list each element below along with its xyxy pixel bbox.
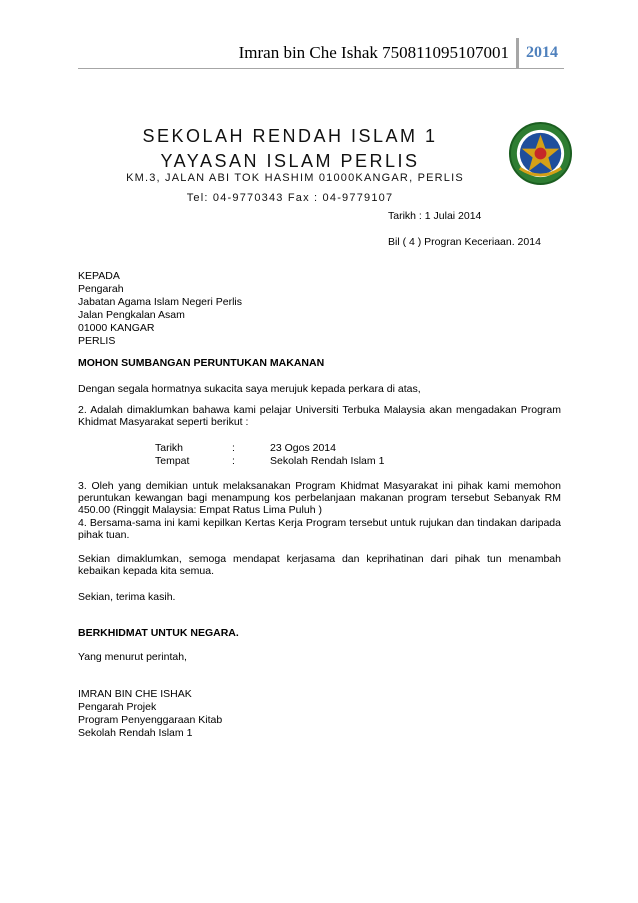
letter-subject: MOHON SUMBANGAN PERUNTUKAN MAKANAN xyxy=(78,357,325,369)
signatory-line: Sekolah Rendah Islam 1 xyxy=(78,727,193,739)
school-address: KM.3, JALAN ABI TOK HASHIM 01000KANGAR, PERLIS xyxy=(126,172,464,184)
paragraph-2: 2. Adalah dimaklumkan bahawa kami pelajar Universiti Terbuka Malaysia akan mengadakan Program Khidmat Masyarakat seperti berikut : xyxy=(78,404,561,428)
signatory-name: IMRAN BIN CHE ISHAK xyxy=(78,688,192,700)
closing-line: Sekian, terima kasih. xyxy=(78,591,176,603)
recipient-line: 01000 KANGAR xyxy=(78,322,155,334)
greeting-paragraph: Dengan segala hormatnya sukacita saya merujuk kepada perkara di atas, xyxy=(78,383,421,395)
page-header xyxy=(239,38,558,68)
recipient-line: Pengarah xyxy=(78,283,124,295)
detail-value: 23 Ogos 2014 xyxy=(270,442,336,454)
detail-label: Tempat xyxy=(155,455,190,467)
school-name-line2: YAYASAN ISLAM PERLIS xyxy=(160,151,420,171)
paragraph-5: Sekian dimaklumkan, semoga mendapat kerjasama dan keprihatinan dari pihak tun menambah kebaikan kepada kita semua. xyxy=(78,553,561,577)
letter-reference: Bil ( 4 ) Progran Keceriaan. 2014 xyxy=(388,236,541,248)
detail-value: Sekolah Rendah Islam 1 xyxy=(270,455,385,467)
signatory-line: Pengarah Projek xyxy=(78,701,157,713)
recipient-line: Jabatan Agama Islam Negeri Perlis xyxy=(78,296,242,308)
school-phone-fax: Tel: 04-9770343 Fax : 04-9779107 xyxy=(186,192,394,204)
recipient-heading: KEPADA xyxy=(78,270,120,282)
detail-colon: : xyxy=(232,442,235,454)
school-name-line1: SEKOLAH RENDAH ISLAM 1 xyxy=(142,126,438,146)
detail-colon: : xyxy=(232,455,235,467)
header-rule xyxy=(78,68,564,69)
recipient-line: PERLIS xyxy=(78,335,116,347)
header-year: 2014 xyxy=(526,44,558,61)
signatory-line: Program Penyenggaraan Kitab xyxy=(78,714,223,726)
letter-date: Tarikh : 1 Julai 2014 xyxy=(388,210,482,222)
sign-off: Yang menurut perintah, xyxy=(78,651,187,663)
detail-label: Tarikh xyxy=(155,442,184,454)
recipient-line: Jalan Pengkalan Asam xyxy=(78,309,185,321)
motto: BERKHIDMAT UNTUK NEGARA. xyxy=(78,627,239,639)
school-logo-icon xyxy=(508,121,573,186)
paragraph-3: 3. Oleh yang demikian untuk melaksanakan Program Khidmat Masyarakat ini pihak kami memohon peruntukan kewangan bagi menampung kos perbelanjaan makanan program tersebut Sebanyak RM 450.00 (Ringgit Malaysia: Empat Ratus Lima Puluh ) xyxy=(78,480,561,516)
header-author: Imran bin Che Ishak 750811095107001 xyxy=(238,43,509,62)
paragraph-4: 4. Bersama-sama ini kami kepilkan Kertas Kerja Program tersebut untuk rujukan dan tindakan daripada pihak tuan. xyxy=(78,517,561,541)
